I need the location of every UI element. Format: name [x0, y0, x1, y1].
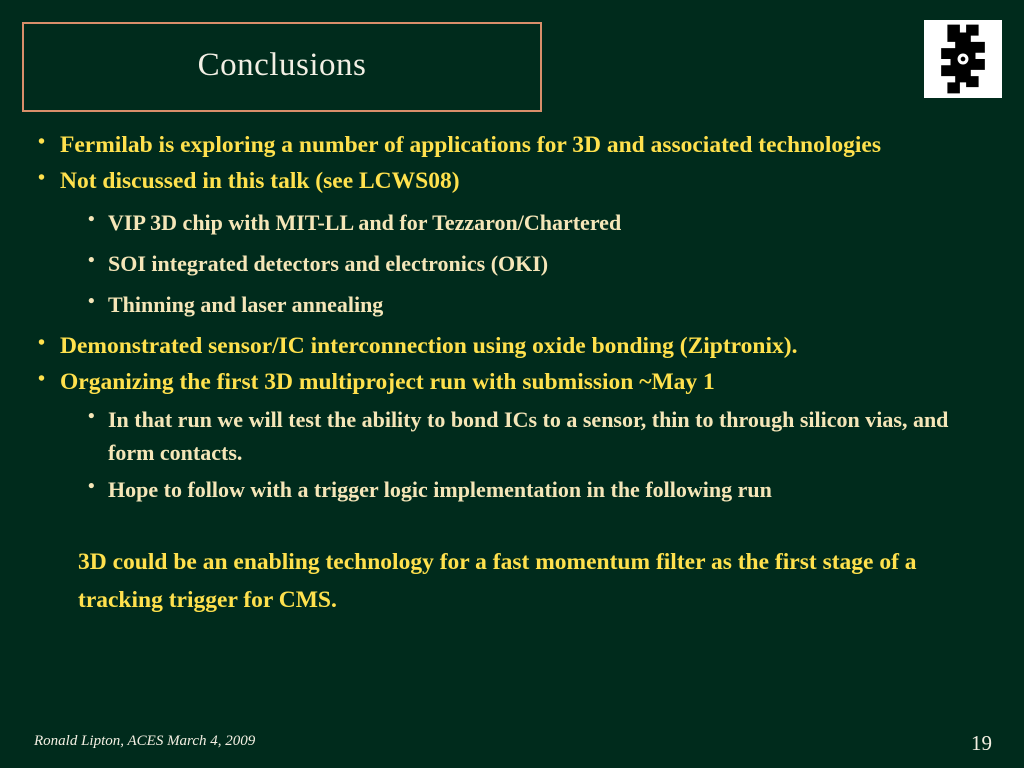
footer-author: Ronald Lipton, ACES March 4, 2009 [34, 733, 256, 749]
page-number: 19 [971, 731, 992, 755]
sub-list-item [88, 288, 998, 321]
bullet-marker: • [88, 476, 95, 498]
sub-list-item [88, 206, 998, 239]
bullet-marker: • [38, 367, 46, 390]
sub-list-item-text: VIP 3D chip with MIT-LL and for Tezzaron/Chartered [108, 210, 622, 236]
sub-list-item-text: Thinning and laser annealing [108, 292, 384, 318]
bullet-marker: • [88, 291, 95, 313]
bullet-marker: • [38, 166, 46, 189]
bullet-marker: • [88, 406, 95, 428]
bullet-marker: • [88, 250, 95, 272]
sub-list-item [88, 247, 998, 280]
bullet-marker: • [38, 332, 46, 355]
list-item [38, 164, 998, 199]
list-item-text: Not discussed in this talk (see LCWS08) [60, 167, 460, 194]
list-item-text: Organizing the first 3D multiproject run with submission ~May 1 [60, 368, 715, 395]
sub-list-item [88, 473, 998, 506]
sub-list-item-text: In that run we will test the ability to bond ICs to a sensor, thin to through silicon vias, and form contacts. [108, 407, 949, 466]
title-box [22, 22, 542, 112]
slide-body [38, 128, 998, 619]
list-item [38, 128, 998, 163]
sub-list-item-text: SOI integrated detectors and electronics (OKI) [108, 251, 549, 277]
list-item-text: Fermilab is exploring a number of applications for 3D and associated technologies [60, 132, 881, 158]
fermilab-logo-icon [924, 20, 1002, 98]
list-item [38, 365, 998, 400]
bullet-marker: • [88, 209, 95, 231]
sub-list-item-text: Hope to follow with a trigger logic implementation in the following run [108, 477, 772, 503]
bullet-marker: • [38, 131, 46, 153]
list-item [38, 329, 998, 364]
closing-statement: 3D could be an enabling technology for a fast momentum filter as the first stage of a tracking trigger for CMS. [78, 549, 917, 613]
page-title: Conclusions [197, 46, 367, 83]
list-item-text: Demonstrated sensor/IC interconnection using oxide bonding (Ziptronix). [60, 333, 798, 360]
sub-list-item [88, 403, 998, 469]
